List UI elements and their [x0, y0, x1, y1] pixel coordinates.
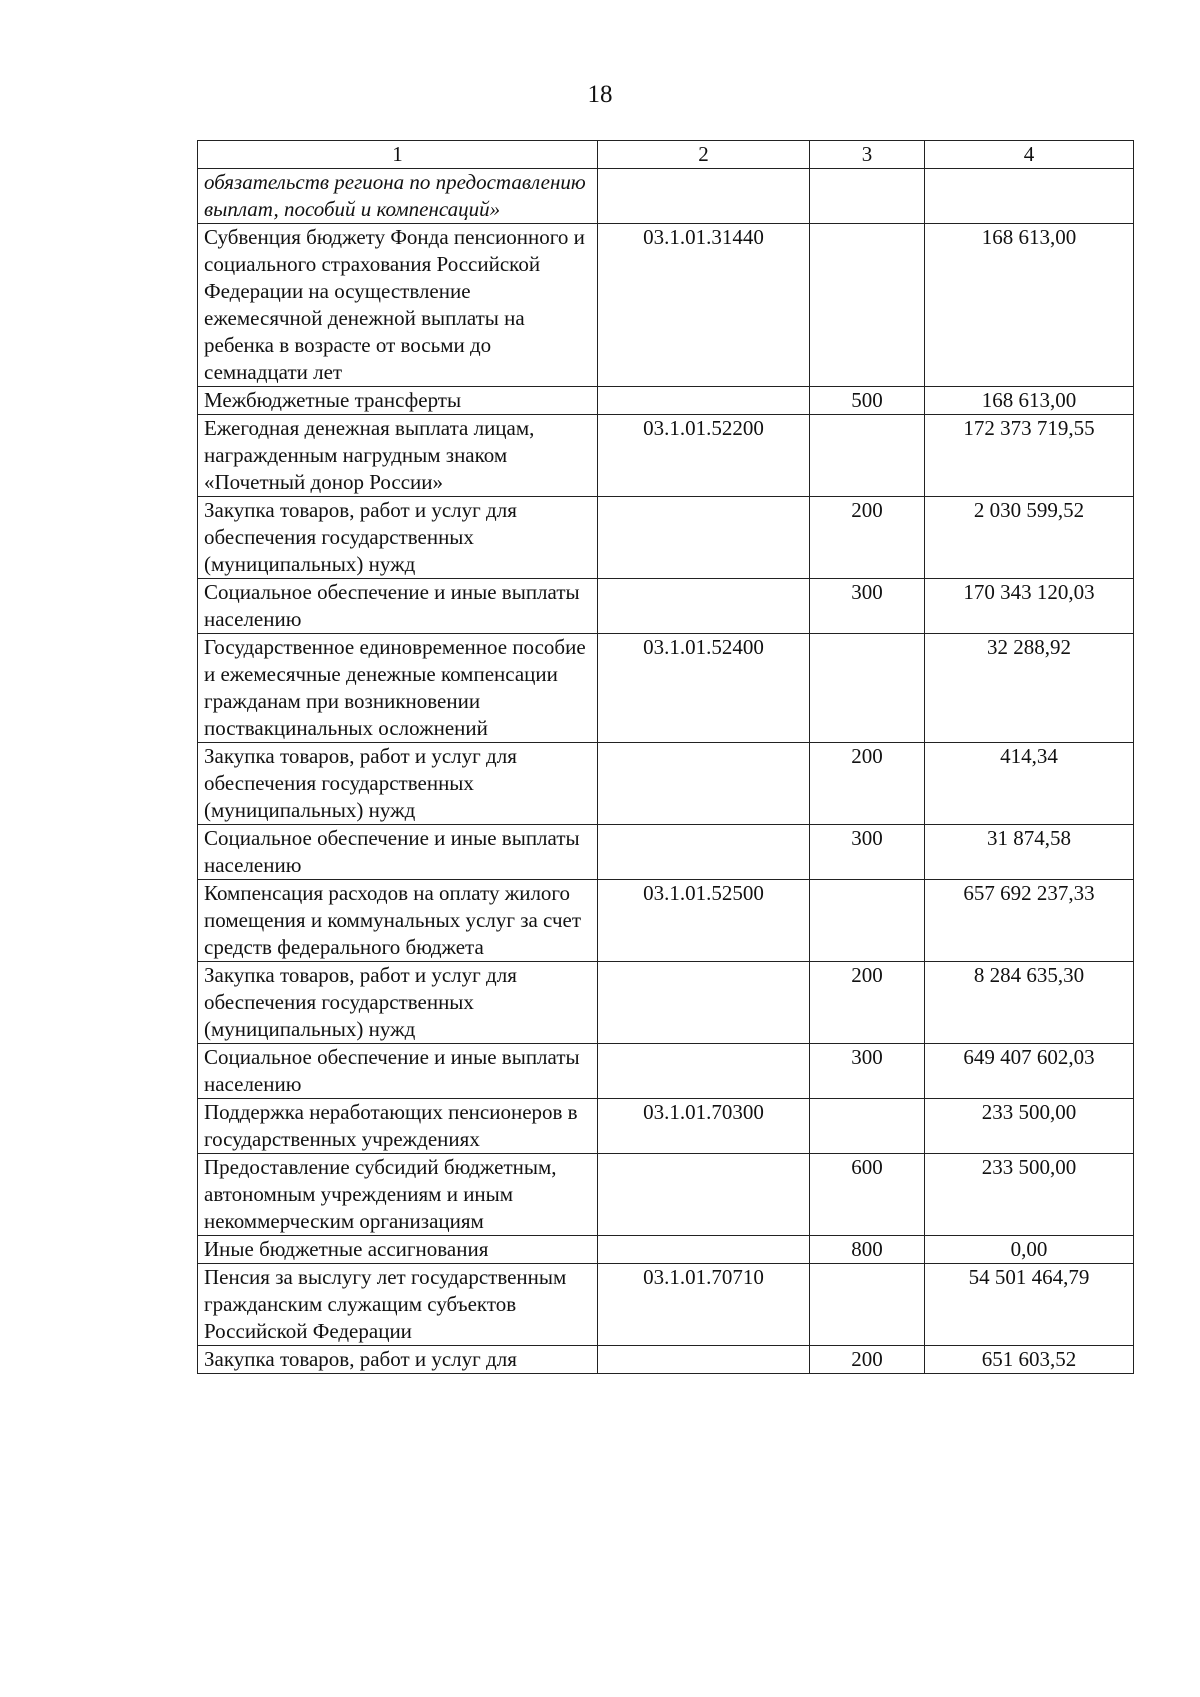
row-name-cell: Закупка товаров, работ и услуг для обеспечения государственных (муниципальных) нужд — [198, 497, 598, 579]
row-name-cell: Закупка товаров, работ и услуг для обеспечения государственных (муниципальных) нужд — [198, 743, 598, 825]
table-row — [198, 825, 1134, 880]
row-amount-cell: 233 500,00 — [925, 1099, 1134, 1154]
row-name-cell: Закупка товаров, работ и услуг для — [198, 1346, 598, 1374]
table-row — [198, 880, 1134, 962]
row-code-cell: 03.1.01.31440 — [598, 224, 810, 387]
table-body — [198, 169, 1134, 1374]
row-amount-cell: 651 603,52 — [925, 1346, 1134, 1374]
table-row — [198, 962, 1134, 1044]
row-type-cell: 200 — [810, 1346, 925, 1374]
row-amount-cell: 170 343 120,03 — [925, 579, 1134, 634]
row-code-cell: 03.1.01.70300 — [598, 1099, 810, 1154]
column-header-3: 3 — [810, 141, 925, 169]
row-name-cell: Субвенция бюджету Фонда пенсионного и социального страхования Российской Федерации на осуществление ежемесячной денежной выплаты на ребенка в возрасте от восьми до семнадцати лет — [198, 224, 598, 387]
row-code-cell — [598, 1236, 810, 1264]
table-row — [198, 169, 1134, 224]
row-amount-cell: 2 030 599,52 — [925, 497, 1134, 579]
row-type-cell: 300 — [810, 1044, 925, 1099]
row-type-cell: 500 — [810, 387, 925, 415]
table-row — [198, 224, 1134, 387]
row-code-cell — [598, 387, 810, 415]
row-amount-cell: 0,00 — [925, 1236, 1134, 1264]
row-name-cell: Иные бюджетные ассигнования — [198, 1236, 598, 1264]
table-row — [198, 634, 1134, 743]
table-row — [198, 1264, 1134, 1346]
table-row — [198, 579, 1134, 634]
row-code-cell: 03.1.01.52500 — [598, 880, 810, 962]
row-code-cell — [598, 825, 810, 880]
row-amount-cell: 414,34 — [925, 743, 1134, 825]
row-code-cell: 03.1.01.52400 — [598, 634, 810, 743]
row-name-cell: Поддержка неработающих пенсионеров в государственных учреждениях — [198, 1099, 598, 1154]
row-name-cell: Социальное обеспечение и иные выплаты населению — [198, 825, 598, 880]
row-amount-cell: 172 373 719,55 — [925, 415, 1134, 497]
table-row — [198, 415, 1134, 497]
row-name-cell: Государственное единовременное пособие и ежемесячные денежные компенсации гражданам при возникновении поствакцинальных осложнений — [198, 634, 598, 743]
table-row — [198, 387, 1134, 415]
row-type-cell: 200 — [810, 743, 925, 825]
column-header-1: 1 — [198, 141, 598, 169]
row-type-cell — [810, 224, 925, 387]
row-amount-cell: 233 500,00 — [925, 1154, 1134, 1236]
column-header-2: 2 — [598, 141, 810, 169]
row-name-cell: Предоставление субсидий бюджетным, автономным учреждениям и иным некоммерческим организациям — [198, 1154, 598, 1236]
row-name-cell: Закупка товаров, работ и услуг для обеспечения государственных (муниципальных) нужд — [198, 962, 598, 1044]
row-code-cell — [598, 497, 810, 579]
row-type-cell: 300 — [810, 825, 925, 880]
table-row — [198, 1044, 1134, 1099]
row-amount-cell: 54 501 464,79 — [925, 1264, 1134, 1346]
row-name-cell: Межбюджетные трансферты — [198, 387, 598, 415]
row-code-cell — [598, 962, 810, 1044]
row-code-cell — [598, 743, 810, 825]
row-type-cell — [810, 169, 925, 224]
row-name-cell: обязательств региона по предоставлению выплат, пособий и компенсаций» — [198, 169, 598, 224]
row-type-cell — [810, 1099, 925, 1154]
row-type-cell — [810, 415, 925, 497]
row-code-cell — [598, 579, 810, 634]
row-amount-cell: 168 613,00 — [925, 224, 1134, 387]
row-code-cell: 03.1.01.70710 — [598, 1264, 810, 1346]
row-name-cell: Социальное обеспечение и иные выплаты населению — [198, 1044, 598, 1099]
row-amount-cell: 31 874,58 — [925, 825, 1134, 880]
row-type-cell: 800 — [810, 1236, 925, 1264]
row-name-cell: Компенсация расходов на оплату жилого помещения и коммунальных услуг за счет средств федерального бюджета — [198, 880, 598, 962]
row-amount-cell: 32 288,92 — [925, 634, 1134, 743]
table-row — [198, 1154, 1134, 1236]
row-type-cell — [810, 880, 925, 962]
budget-table — [197, 140, 1134, 1374]
row-code-cell — [598, 1154, 810, 1236]
row-type-cell — [810, 1264, 925, 1346]
row-code-cell — [598, 1346, 810, 1374]
row-amount-cell: 8 284 635,30 — [925, 962, 1134, 1044]
row-code-cell — [598, 169, 810, 224]
table-header-row — [198, 141, 1134, 169]
table-row — [198, 1346, 1134, 1374]
row-type-cell: 300 — [810, 579, 925, 634]
row-type-cell — [810, 634, 925, 743]
row-name-cell: Пенсия за выслугу лет государственным гражданским служащим субъектов Российской Федерации — [198, 1264, 598, 1346]
row-amount-cell — [925, 169, 1134, 224]
row-type-cell: 600 — [810, 1154, 925, 1236]
table-row — [198, 1236, 1134, 1264]
row-amount-cell: 168 613,00 — [925, 387, 1134, 415]
row-type-cell: 200 — [810, 962, 925, 1044]
page-number: 18 — [587, 81, 613, 108]
row-amount-cell: 649 407 602,03 — [925, 1044, 1134, 1099]
row-code-cell: 03.1.01.52200 — [598, 415, 810, 497]
row-amount-cell: 657 692 237,33 — [925, 880, 1134, 962]
table-row — [198, 1099, 1134, 1154]
row-name-cell: Ежегодная денежная выплата лицам, награжденным нагрудным знаком «Почетный донор России» — [198, 415, 598, 497]
row-code-cell — [598, 1044, 810, 1099]
column-header-4: 4 — [925, 141, 1134, 169]
table-row — [198, 743, 1134, 825]
table-row — [198, 497, 1134, 579]
row-name-cell: Социальное обеспечение и иные выплаты населению — [198, 579, 598, 634]
row-type-cell: 200 — [810, 497, 925, 579]
